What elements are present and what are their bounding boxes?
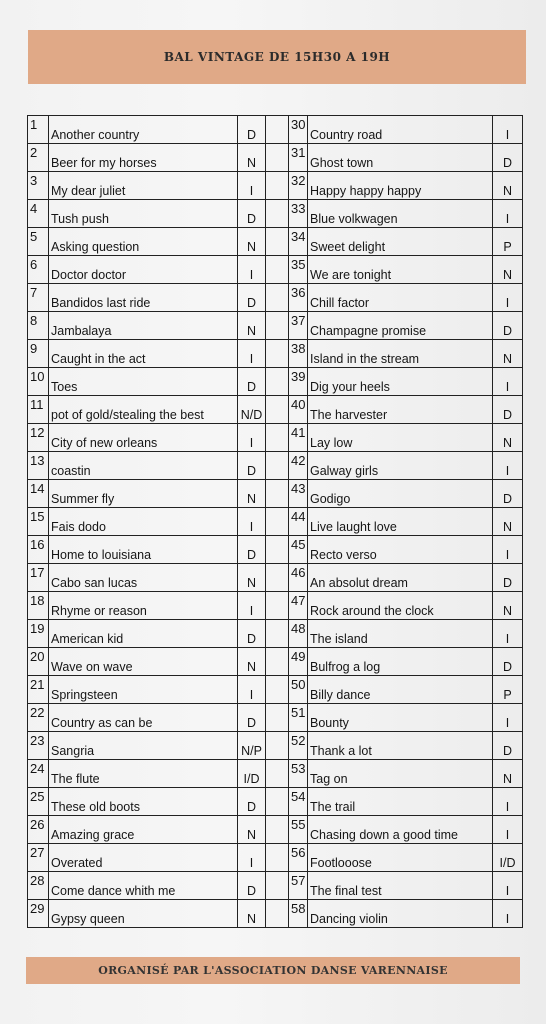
dance-level-code: D xyxy=(493,564,523,592)
dance-number: 25 xyxy=(28,788,49,816)
dance-level-code: N xyxy=(493,424,523,452)
dance-title: Dancing violin xyxy=(308,900,493,928)
blank-cell xyxy=(266,228,289,256)
dance-title: Champagne promise xyxy=(308,312,493,340)
blank-cell xyxy=(266,116,289,144)
blank-cell xyxy=(266,816,289,844)
dance-level-code: N xyxy=(238,480,266,508)
table-row xyxy=(28,536,523,564)
dance-number: 5 xyxy=(28,228,49,256)
dance-title: The island xyxy=(308,620,493,648)
blank-cell xyxy=(266,340,289,368)
blank-cell xyxy=(266,872,289,900)
table-row xyxy=(28,760,523,788)
table-row xyxy=(28,508,523,536)
dance-title: Chill factor xyxy=(308,284,493,312)
blank-cell xyxy=(266,844,289,872)
dance-title: The harvester xyxy=(308,396,493,424)
dance-number: 3 xyxy=(28,172,49,200)
dance-level-code: N xyxy=(238,564,266,592)
dance-title: Rhyme or reason xyxy=(49,592,238,620)
dance-number: 36 xyxy=(289,284,308,312)
dance-number: 43 xyxy=(289,480,308,508)
dance-number: 7 xyxy=(28,284,49,312)
dance-level-code: I xyxy=(238,508,266,536)
dance-title: City of new orleans xyxy=(49,424,238,452)
dance-number: 19 xyxy=(28,620,49,648)
dance-level-code: N xyxy=(493,340,523,368)
table-row xyxy=(28,256,523,284)
dance-level-code: D xyxy=(238,200,266,228)
dance-level-code: I xyxy=(493,788,523,816)
footer-text: ORGANISÉ PAR L'ASSOCIATION DANSE VARENNAISE xyxy=(98,964,448,977)
dance-title: American kid xyxy=(49,620,238,648)
dance-title: Bulfrog a log xyxy=(308,648,493,676)
dance-title: Cabo san lucas xyxy=(49,564,238,592)
dance-number: 21 xyxy=(28,676,49,704)
dance-level-code: N/D xyxy=(238,396,266,424)
dance-title: coastin xyxy=(49,452,238,480)
dance-level-code: I xyxy=(493,116,523,144)
dance-number: 29 xyxy=(28,900,49,928)
dance-number: 47 xyxy=(289,592,308,620)
dance-title: Recto verso xyxy=(308,536,493,564)
table-row xyxy=(28,648,523,676)
dance-number: 16 xyxy=(28,536,49,564)
dance-level-code: I/D xyxy=(493,844,523,872)
dance-number: 17 xyxy=(28,564,49,592)
dance-title: Footlooose xyxy=(308,844,493,872)
dance-title: Wave on wave xyxy=(49,648,238,676)
dance-number: 45 xyxy=(289,536,308,564)
dance-number: 23 xyxy=(28,732,49,760)
header-banner xyxy=(28,30,526,84)
blank-cell xyxy=(266,564,289,592)
dance-number: 33 xyxy=(289,200,308,228)
dance-level-code: P xyxy=(493,228,523,256)
dance-level-code: N xyxy=(238,312,266,340)
dance-number: 24 xyxy=(28,760,49,788)
dance-number: 15 xyxy=(28,508,49,536)
dance-title: Godigo xyxy=(308,480,493,508)
dance-level-code: D xyxy=(493,312,523,340)
dance-level-code: I xyxy=(493,900,523,928)
blank-cell xyxy=(266,144,289,172)
dance-title: Sangria xyxy=(49,732,238,760)
dance-title: Overated xyxy=(49,844,238,872)
table-row xyxy=(28,396,523,424)
dance-level-code: I xyxy=(238,172,266,200)
dance-title: Gypsy queen xyxy=(49,900,238,928)
dance-number: 26 xyxy=(28,816,49,844)
dance-level-code: D xyxy=(493,396,523,424)
table-row xyxy=(28,452,523,480)
table-row xyxy=(28,424,523,452)
dance-level-code: I/D xyxy=(238,760,266,788)
dance-title: Island in the stream xyxy=(308,340,493,368)
dance-title: Blue volkwagen xyxy=(308,200,493,228)
dance-level-code: N xyxy=(238,648,266,676)
dance-title: An absolut dream xyxy=(308,564,493,592)
table-row xyxy=(28,312,523,340)
dance-title: Jambalaya xyxy=(49,312,238,340)
dance-title: Home to louisiana xyxy=(49,536,238,564)
dance-title: Toes xyxy=(49,368,238,396)
blank-cell xyxy=(266,704,289,732)
dance-level-code: I xyxy=(238,340,266,368)
dance-number: 35 xyxy=(289,256,308,284)
dance-number: 54 xyxy=(289,788,308,816)
table-row xyxy=(28,284,523,312)
dance-number: 14 xyxy=(28,480,49,508)
blank-cell xyxy=(266,396,289,424)
dance-title: Lay low xyxy=(308,424,493,452)
table-row xyxy=(28,340,523,368)
blank-cell xyxy=(266,284,289,312)
blank-cell xyxy=(266,172,289,200)
blank-cell xyxy=(266,452,289,480)
dance-title: The flute xyxy=(49,760,238,788)
table-row xyxy=(28,592,523,620)
dance-level-code: I xyxy=(493,200,523,228)
dance-title: Come dance whith me xyxy=(49,872,238,900)
table-row xyxy=(28,368,523,396)
dance-list-table xyxy=(27,115,523,928)
dance-number: 2 xyxy=(28,144,49,172)
dance-title: Billy dance xyxy=(308,676,493,704)
dance-level-code: N xyxy=(493,172,523,200)
dance-title: Tag on xyxy=(308,760,493,788)
blank-cell xyxy=(266,760,289,788)
dance-number: 52 xyxy=(289,732,308,760)
blank-cell xyxy=(266,536,289,564)
dance-number: 39 xyxy=(289,368,308,396)
dance-level-code: I xyxy=(493,620,523,648)
table-row xyxy=(28,620,523,648)
dance-title: Fais dodo xyxy=(49,508,238,536)
dance-number: 53 xyxy=(289,760,308,788)
table-row xyxy=(28,200,523,228)
dance-level-code: P xyxy=(493,676,523,704)
dance-number: 11 xyxy=(28,396,49,424)
dance-number: 55 xyxy=(289,816,308,844)
table-row xyxy=(28,116,523,144)
dance-number: 38 xyxy=(289,340,308,368)
dance-title: Springsteen xyxy=(49,676,238,704)
dance-title: These old boots xyxy=(49,788,238,816)
dance-title: Amazing grace xyxy=(49,816,238,844)
dance-level-code: D xyxy=(493,732,523,760)
dance-number: 49 xyxy=(289,648,308,676)
dance-title: Asking question xyxy=(49,228,238,256)
dance-title: Live laught love xyxy=(308,508,493,536)
dance-title: Happy happy happy xyxy=(308,172,493,200)
dance-title: Country road xyxy=(308,116,493,144)
dance-title: Bounty xyxy=(308,704,493,732)
dance-number: 13 xyxy=(28,452,49,480)
blank-cell xyxy=(266,788,289,816)
dance-number: 34 xyxy=(289,228,308,256)
blank-cell xyxy=(266,368,289,396)
dance-level-code: D xyxy=(238,284,266,312)
dance-title: Sweet delight xyxy=(308,228,493,256)
table-row xyxy=(28,732,523,760)
dance-title: Beer for my horses xyxy=(49,144,238,172)
dance-level-code: I xyxy=(493,872,523,900)
table-row xyxy=(28,228,523,256)
header-title: BAL VINTAGE DE 15H30 A 19H xyxy=(163,50,391,64)
table-row xyxy=(28,900,523,928)
dance-level-code: I xyxy=(493,536,523,564)
dance-title: Galway girls xyxy=(308,452,493,480)
dance-level-code: N xyxy=(493,592,523,620)
table-row xyxy=(28,480,523,508)
dance-number: 20 xyxy=(28,648,49,676)
blank-cell xyxy=(266,732,289,760)
table-row xyxy=(28,564,523,592)
dance-title: Thank a lot xyxy=(308,732,493,760)
dance-title: Caught in the act xyxy=(49,340,238,368)
table-row xyxy=(28,704,523,732)
dance-list-body xyxy=(28,116,523,928)
dance-level-code: I xyxy=(238,256,266,284)
dance-title: Ghost town xyxy=(308,144,493,172)
dance-number: 22 xyxy=(28,704,49,732)
blank-cell xyxy=(266,620,289,648)
dance-title: My dear juliet xyxy=(49,172,238,200)
dance-level-code: I xyxy=(238,676,266,704)
dance-level-code: D xyxy=(238,620,266,648)
dance-title: Tush push xyxy=(49,200,238,228)
table-row xyxy=(28,872,523,900)
dance-title: Rock around the clock xyxy=(308,592,493,620)
dance-level-code: D xyxy=(238,368,266,396)
blank-cell xyxy=(266,592,289,620)
dance-level-code: N xyxy=(238,228,266,256)
dance-level-code: I xyxy=(238,424,266,452)
blank-cell xyxy=(266,676,289,704)
dance-level-code: N/P xyxy=(238,732,266,760)
dance-title: Another country xyxy=(49,116,238,144)
dance-title: Summer fly xyxy=(49,480,238,508)
dance-number: 31 xyxy=(289,144,308,172)
dance-level-code: N xyxy=(493,760,523,788)
table-row xyxy=(28,172,523,200)
dance-title: The final test xyxy=(308,872,493,900)
dance-number: 57 xyxy=(289,872,308,900)
dance-title: Doctor doctor xyxy=(49,256,238,284)
dance-number: 10 xyxy=(28,368,49,396)
dance-level-code: N xyxy=(493,508,523,536)
dance-level-code: I xyxy=(493,816,523,844)
dance-number: 58 xyxy=(289,900,308,928)
dance-title: We are tonight xyxy=(308,256,493,284)
dance-level-code: D xyxy=(238,536,266,564)
dance-number: 1 xyxy=(28,116,49,144)
dance-level-code: N xyxy=(238,900,266,928)
dance-number: 27 xyxy=(28,844,49,872)
dance-number: 30 xyxy=(289,116,308,144)
dance-level-code: D xyxy=(238,452,266,480)
blank-cell xyxy=(266,312,289,340)
blank-cell xyxy=(266,256,289,284)
blank-cell xyxy=(266,648,289,676)
blank-cell xyxy=(266,424,289,452)
dance-level-code: D xyxy=(493,648,523,676)
blank-cell xyxy=(266,200,289,228)
dance-number: 50 xyxy=(289,676,308,704)
dance-number: 32 xyxy=(289,172,308,200)
dance-level-code: I xyxy=(238,844,266,872)
dance-number: 48 xyxy=(289,620,308,648)
dance-level-code: N xyxy=(238,816,266,844)
dance-title: The trail xyxy=(308,788,493,816)
dance-number: 12 xyxy=(28,424,49,452)
table-row xyxy=(28,676,523,704)
dance-title: pot of gold/stealing the best xyxy=(49,396,238,424)
dance-level-code: I xyxy=(493,284,523,312)
dance-title: Dig your heels xyxy=(308,368,493,396)
dance-number: 51 xyxy=(289,704,308,732)
footer-banner xyxy=(26,957,520,984)
dance-number: 8 xyxy=(28,312,49,340)
dance-number: 40 xyxy=(289,396,308,424)
dance-level-code: D xyxy=(238,788,266,816)
dance-number: 9 xyxy=(28,340,49,368)
dance-level-code: D xyxy=(238,704,266,732)
table-row xyxy=(28,844,523,872)
dance-number: 37 xyxy=(289,312,308,340)
dance-title: Country as can be xyxy=(49,704,238,732)
blank-cell xyxy=(266,480,289,508)
dance-level-code: N xyxy=(238,144,266,172)
dance-number: 46 xyxy=(289,564,308,592)
dance-number: 6 xyxy=(28,256,49,284)
dance-number: 41 xyxy=(289,424,308,452)
dance-title: Bandidos last ride xyxy=(49,284,238,312)
dance-title: Chasing down a good time xyxy=(308,816,493,844)
table-row xyxy=(28,816,523,844)
dance-number: 44 xyxy=(289,508,308,536)
dance-level-code: I xyxy=(238,592,266,620)
dance-number: 28 xyxy=(28,872,49,900)
dance-level-code: D xyxy=(493,144,523,172)
dance-number: 4 xyxy=(28,200,49,228)
table-row xyxy=(28,144,523,172)
dance-level-code: D xyxy=(493,480,523,508)
dance-number: 42 xyxy=(289,452,308,480)
dance-level-code: I xyxy=(493,704,523,732)
dance-level-code: I xyxy=(493,452,523,480)
dance-number: 18 xyxy=(28,592,49,620)
dance-level-code: I xyxy=(493,368,523,396)
blank-cell xyxy=(266,900,289,928)
blank-cell xyxy=(266,508,289,536)
dance-level-code: D xyxy=(238,116,266,144)
table-row xyxy=(28,788,523,816)
dance-level-code: D xyxy=(238,872,266,900)
dance-number: 56 xyxy=(289,844,308,872)
dance-level-code: N xyxy=(493,256,523,284)
